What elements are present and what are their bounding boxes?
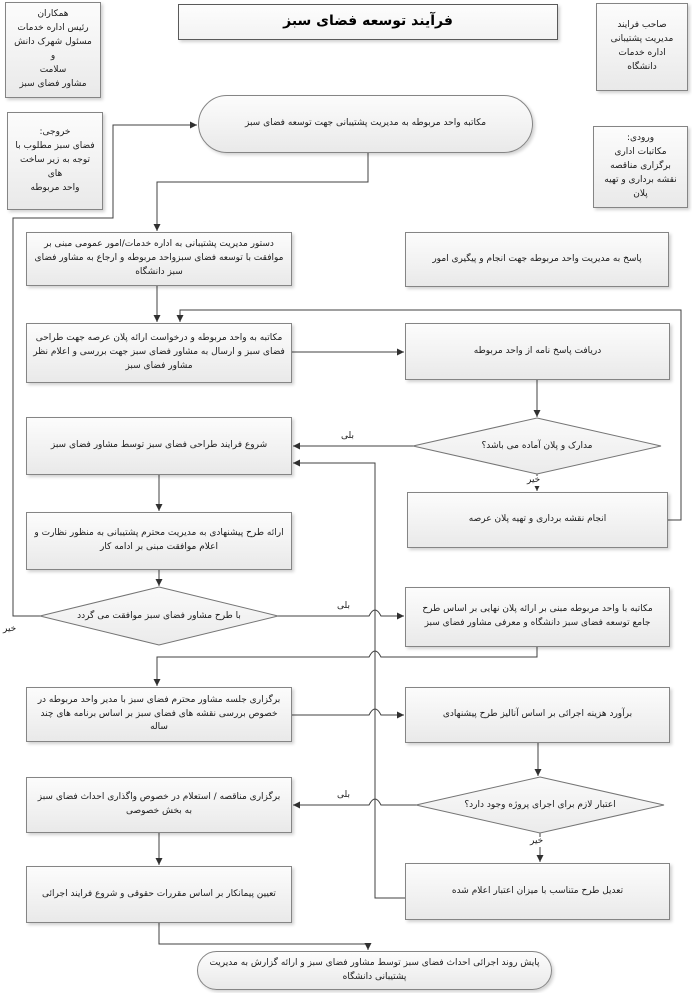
node-tender: برگزاری مناقصه / استعلام در خصوص واگذاری احداث فضای سبز به بخش خصوصی [26,777,292,833]
edge-start-to-order [157,153,368,231]
owner-line: اداره خدمات دانشگاه [618,48,666,72]
node-letter-request-plan: مکاتبه به واحد مربوطه و درخواست ارائه پلان عرصه جهت طراحی فضای سبز و ارسال به مشاور فضای سبز جهت بررسی و اعلام نظر مشاور فضای سبز [26,323,292,383]
node-select-contractor: تعیین پیمانکار بر اساس مقررات حقوقی و شروع فرایند اجرائی [26,866,292,923]
decision-plan-approved-label: با طرح مشاور فضای سبز موافقت می گردد [77,611,241,621]
edge-contractor-to-end [159,923,368,950]
input-line: مکاتبات اداری [614,147,667,158]
decision-docs-ready-label: مدارک و پلان آماده می باشد؟ [481,441,593,451]
edge-label-yes-docs: بلی [341,431,354,441]
output-line: فضای سبز مطلوب با [15,141,95,152]
node-start-design: شروع فرایند طراحی فضای سبز توسط مشاور فضای سبز [26,417,292,475]
collaborators-line: مشاور فضای سبز [19,78,87,89]
node-present-proposal: ارائه طرح پیشنهادی به مدیریت محترم پشتیبانی به منظور نظارت و اعلام موافقت مبنی بر ادامه کار [26,512,292,570]
node-start: مکاتبه واحد مربوطه به مدیریت پشتیبانی جهت توسعه فضای سبز [198,95,533,153]
owner-line: مدیریت پشتیبانی [610,34,674,45]
process-owner-box [596,3,688,91]
node-adjust-plan: تعدیل طرح متناسب با میزان اعتبار اعلام شده [405,863,670,920]
node-surveying: انجام نقشه برداری و تهیه پلان عرصه [407,492,668,548]
page-title: فرآیند توسعه فضای سبز [178,4,558,40]
output-line: واحد مربوطه [30,182,80,193]
edge-label-no-plan: خیر [3,624,17,634]
node-receive-reply: دریافت پاسخ نامه از واحد مربوطه [405,323,670,380]
edge-meeting-to-cost [292,709,404,715]
owner-line: صاحب فرایند [617,20,667,31]
edge-label-no-docs: خیر [527,475,541,485]
collaborators-line: سلامت [39,64,67,75]
node-order-support: دستور مدیریت پشتیبانی به اداره خدمات/امور عمومی مبنی بر موافقت با توسعه فضای سبزواحد مربوطه و ارجاع به مشاور فضای سبز دانشگاه [26,232,292,286]
collaborators-line: مسئول شهرک دانش و [14,37,92,61]
collaborators-box [5,2,101,98]
node-consultant-meeting: برگزاری جلسه مشاور محترم فضای سبز با مدیر واحد مربوطه در خصوص بررسی نقشه های فضای سبز بر اساس برنامه های چند ساله [26,687,292,742]
edge-label-yes-plan: بلی [337,601,350,611]
node-reply-management: پاسخ به مدیریت واحد مربوطه جهت انجام و پیگیری امور [405,232,669,287]
node-letter-final-plan: مکاتبه با واحد مربوطه مبنی بر ارائه پلان نهایی بر اساس طرح جامع توسعه فضای سبز دانشگاه و معرفی مشاور فضای سبز [405,587,670,647]
edge-adjust-loop-to-design [293,463,405,898]
collaborators-line: همکاران [37,9,69,20]
decision-docs-ready-shape [413,418,661,474]
decision-budget-label: اعتبار لازم برای اجرای پروژه وجود دارد؟ [464,800,616,810]
edge-finalplan-to-meeting [157,647,537,686]
input-line: نقشه برداری و تهیه پلان [604,174,677,199]
collaborators-line: رئیس اداره خدمات [17,23,89,34]
input-line: برگزاری مناقصه [610,161,671,172]
edge-label-yes-budget: بلی [337,790,350,800]
input-box [593,126,688,208]
output-line: توجه به زیر ساخت های [20,155,90,179]
edge-decision3-yes [293,799,416,805]
node-cost-estimate: برآورد هزینه اجرائی بر اساس آنالیز طرح پیشنهادی [405,687,670,743]
edge-label-no-budget: خیر [530,836,544,846]
output-line: خروجی: [39,127,71,138]
input-line: ورودی: [626,133,655,144]
node-end: پایش روند اجرائی احداث فضای سبز توسط مشاور فضای سبز و ارائه گزارش به مدیریت پشتیبانی دانشگاه [197,951,552,990]
decision-plan-approved-shape [40,587,278,645]
output-box [7,112,103,210]
decision-budget-shape [416,777,664,833]
